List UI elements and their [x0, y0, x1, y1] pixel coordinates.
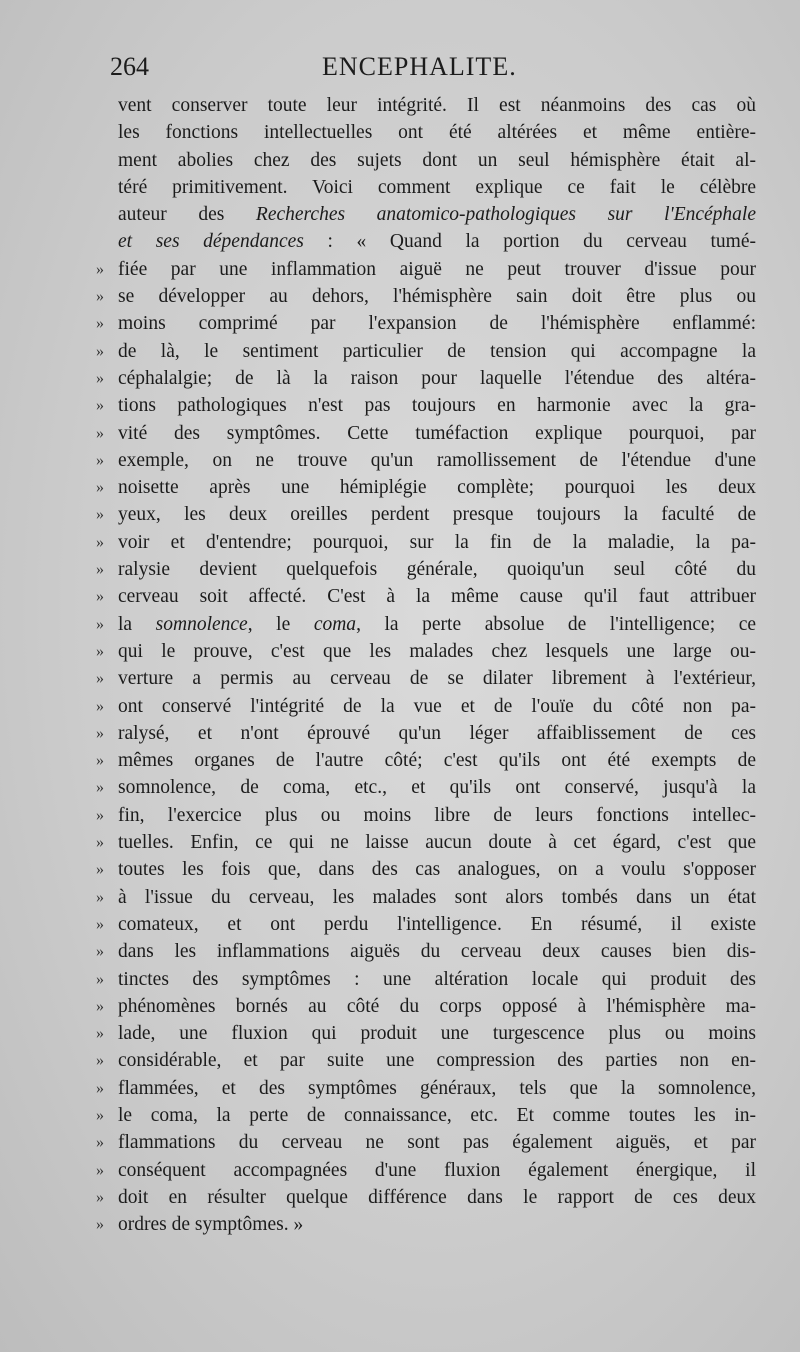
quote-mark: »: [96, 752, 104, 770]
line-text: somnolence, de coma, etc., et qu'ils ont conservé, jusqu'à la: [118, 777, 756, 799]
text-line: [86, 447, 756, 474]
line-text: flammations du cerveau ne sont pas également aiguës, et par: [118, 1132, 756, 1154]
line-text: ralysé, et n'ont éprouvé qu'un léger affaiblissement de ces: [118, 722, 756, 744]
line-text: vent conserver toute leur intégrité. Il est néanmoins des cas où: [118, 95, 756, 116]
quote-mark: »: [96, 1161, 104, 1179]
text-line: [86, 1020, 756, 1047]
page-header: [110, 52, 750, 88]
text-line: [86, 1184, 756, 1211]
text-line: [86, 693, 756, 720]
quote-mark: »: [96, 288, 104, 306]
text-line: [86, 529, 756, 556]
quote-mark: »: [96, 397, 104, 415]
text-line: [86, 1102, 756, 1129]
text-line: [86, 228, 756, 255]
text-line: [86, 1129, 756, 1156]
quote-mark: »: [96, 260, 104, 278]
text-line: [86, 884, 756, 911]
text-line: [86, 365, 756, 392]
text-line: [86, 147, 756, 174]
line-text: mêmes organes de l'autre côté; c'est qu'ils ont été exempts de: [118, 750, 756, 772]
text-line: [86, 1047, 756, 1074]
text-line: [86, 474, 756, 501]
quote-mark: »: [96, 915, 104, 933]
line-text: céphalalgie; de là la raison pour laquelle l'étendue des altéra-: [118, 367, 756, 389]
quote-mark: »: [96, 1188, 104, 1206]
quote-mark: »: [96, 479, 104, 497]
quote-mark: »: [96, 1052, 104, 1070]
text-line: [86, 556, 756, 583]
text-line: [86, 501, 756, 528]
text-line: [86, 338, 756, 365]
quote-mark: »: [96, 970, 104, 988]
text-line: [86, 911, 756, 938]
line-text: yeux, les deux oreilles perdent presque toujours la faculté de: [118, 504, 756, 526]
line-text: cerveau soit affecté. C'est à la même cause qu'il faut attribuer: [118, 586, 756, 608]
line-text: flammées, et des symptômes généraux, tels que la somnolence,: [118, 1077, 756, 1099]
line-text: ordres de symptômes. »: [118, 1214, 304, 1236]
line-text: et ses dépendances : « Quand la portion du cerveau tumé-: [118, 231, 756, 253]
line-text: conséquent accompagnées d'une fluxion également énergique, il: [118, 1159, 756, 1181]
text-line: [86, 638, 756, 665]
text-line: [86, 993, 756, 1020]
quote-mark: »: [96, 834, 104, 852]
page-number: 264: [110, 52, 149, 81]
quote-mark: »: [96, 943, 104, 961]
quote-mark: »: [96, 424, 104, 442]
line-text: dans les inflammations aiguës du cerveau deux causes bien dis-: [118, 941, 756, 963]
quote-mark: »: [96, 315, 104, 333]
text-line: [86, 966, 756, 993]
quote-mark: »: [96, 506, 104, 524]
line-text: le coma, la perte de connaissance, etc. Et comme toutes les in-: [118, 1104, 756, 1126]
quote-mark: »: [96, 615, 104, 633]
line-text: tinctes des symptômes : une altération locale qui produit des: [118, 968, 756, 990]
line-text: se développer au dehors, l'hémisphère sain doit être plus ou: [118, 286, 756, 308]
quote-mark: »: [96, 533, 104, 551]
line-text: les fonctions intellectuelles ont été altérées et même entière-: [118, 122, 756, 144]
text-line: [86, 174, 756, 201]
line-text: ralysie devient quelquefois générale, quoiqu'un seul côté du: [118, 559, 756, 581]
line-text: qui le prouve, c'est que les malades chez lesquels une large ou-: [118, 640, 756, 662]
quote-mark: »: [96, 1079, 104, 1097]
line-text: ont conservé l'intégrité de la vue et de l'ouïe du côté non pa-: [118, 695, 756, 717]
quote-mark: »: [96, 342, 104, 360]
quote-mark: »: [96, 888, 104, 906]
text-line: [86, 720, 756, 747]
text-line: [86, 119, 756, 146]
text-line: [86, 1075, 756, 1102]
text-line: [86, 802, 756, 829]
line-text: voir et d'entendre; pourquoi, sur la fin de la maladie, la pa-: [118, 531, 756, 553]
text-line: [86, 938, 756, 965]
line-text: verture a permis au cerveau de se dilater librement à l'extérieur,: [118, 668, 756, 690]
quote-mark: »: [96, 642, 104, 660]
quote-mark: »: [96, 1025, 104, 1043]
quote-mark: »: [96, 997, 104, 1015]
quote-mark: »: [96, 1134, 104, 1152]
line-text: la somnolence, le coma, la perte absolue de l'intelligence; ce: [118, 613, 756, 635]
line-text: doit en résulter quelque différence dans le rapport de ces deux: [118, 1186, 756, 1208]
line-text: de là, le sentiment particulier de tension qui accompagne la: [118, 340, 756, 362]
text-line: [86, 583, 756, 610]
line-text: téré primitivement. Voici comment explique ce fait le célèbre: [118, 176, 756, 198]
text-line: [86, 829, 756, 856]
line-text: considérable, et par suite une compression des parties non en-: [118, 1050, 756, 1072]
quote-mark: »: [96, 561, 104, 579]
quote-mark: »: [96, 697, 104, 715]
quote-mark: »: [96, 806, 104, 824]
quote-mark: »: [96, 779, 104, 797]
quote-mark: »: [96, 670, 104, 688]
text-line: [86, 392, 756, 419]
line-text: lade, une fluxion qui produit une turgescence plus ou moins: [118, 1023, 756, 1045]
line-text: toutes les fois que, dans des cas analogues, on a voulu s'opposer: [118, 859, 756, 881]
text-line: [86, 420, 756, 447]
text-line: [86, 283, 756, 310]
text-line: [86, 774, 756, 801]
quote-mark: »: [96, 1106, 104, 1124]
line-text: fiée par une inflammation aiguë ne peut trouver d'issue pour: [118, 258, 756, 280]
line-text: exemple, on ne trouve qu'un ramollissement de l'étendue d'une: [118, 449, 756, 471]
text-line: [86, 747, 756, 774]
text-line: [86, 92, 756, 119]
quote-mark: »: [96, 1216, 104, 1234]
quote-mark: »: [96, 724, 104, 742]
text-line: [86, 665, 756, 692]
text-line: [86, 256, 756, 283]
text-line: [86, 611, 756, 638]
line-text: fin, l'exercice plus ou moins libre de leurs fonctions intellec-: [118, 804, 756, 826]
line-text: à l'issue du cerveau, les malades sont alors tombés dans un état: [118, 886, 756, 908]
line-text: ment abolies chez des sujets dont un seul hémisphère était al-: [118, 149, 756, 171]
line-text: tions pathologiques n'est pas toujours en harmonie avec la gra-: [118, 395, 756, 417]
line-text: noisette après une hémiplégie complète; pourquoi les deux: [118, 477, 756, 499]
line-text: phénomènes bornés au côté du corps opposé à l'hémisphère ma-: [118, 995, 756, 1017]
line-text: auteur des Recherches anatomico-pathologiques sur l'Encéphale: [118, 204, 756, 226]
text-line: [86, 1211, 756, 1238]
body-text: [86, 92, 756, 1238]
line-text: tuelles. Enfin, ce qui ne laisse aucun doute à cet égard, c'est que: [118, 832, 756, 854]
text-line: [86, 310, 756, 337]
text-line: [86, 1157, 756, 1184]
text-line: [86, 856, 756, 883]
line-text: comateux, et ont perdu l'intelligence. En résumé, il existe: [118, 913, 756, 935]
quote-mark: »: [96, 588, 104, 606]
quote-mark: »: [96, 369, 104, 387]
line-text: moins comprimé par l'expansion de l'hémisphère enflammé:: [118, 313, 756, 335]
running-title: ENCEPHALITE.: [322, 52, 517, 81]
line-text: vité des symptômes. Cette tuméfaction explique pourquoi, par: [118, 422, 756, 444]
text-line: [86, 201, 756, 228]
quote-mark: »: [96, 451, 104, 469]
quote-mark: »: [96, 861, 104, 879]
